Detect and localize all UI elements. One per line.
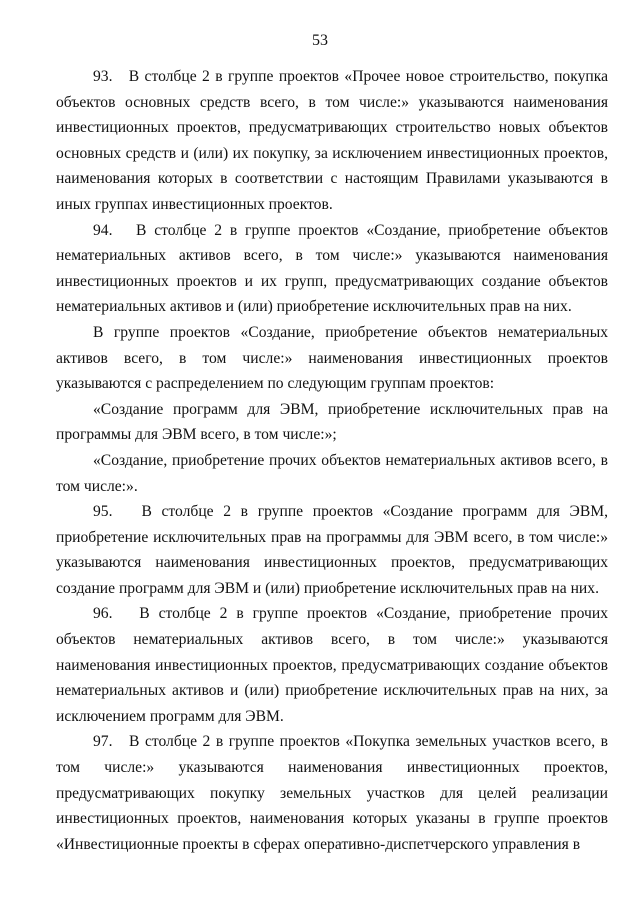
- paragraph-intangible-groups: В группе проектов «Создание, приобретение объектов нематериальных активов всего, в том числе:» наименования инвестиционных проектов указываются с распределением по следующим группам проектов:: [56, 323, 608, 393]
- paragraph-94: 94. В столбце 2 в группе проектов «Создание, приобретение объектов нематериальных активов всего, в том числе:» указываются наименования инвестиционных проектов и их групп, предусматривающих создание объектов нематериальных активов и (или) приобретение исключительных прав на них.: [56, 221, 608, 316]
- paragraph-95: 95. В столбце 2 в группе проектов «Создание программ для ЭВМ, приобретение исключительных прав на программы для ЭВМ всего, в том числе:» указываются наименования инвестиционных проектов, предусматривающих создание программ для ЭВМ и (или) приобретение исключительных прав на них.: [56, 503, 608, 597]
- paragraph-group-other-intangibles: «Создание, приобретение прочих объектов нематериальных активов всего, в том числе:».: [56, 451, 608, 495]
- paragraph-93: 93. В столбце 2 в группе проектов «Прочее новое строительство, покупка объектов основных средств всего, в том числе:» указываются наименования инвестиционных проектов, предусматривающих строительство новых объектов основных средств и (или) их покупку, за исключением инвестиционных проектов, наименования которых в соответствии с настоящим Правилами указываются в иных группах инвестиционных проектов.: [56, 68, 608, 213]
- paragraph-96: 96. В столбце 2 в группе проектов «Создание, приобретение прочих объектов нематериальных активов всего, в том числе:» указываются наименования инвестиционных проектов, предусматривающих создание объектов нематериальных активов и (или) приобретение исключительных прав на них, за исключением программ для ЭВМ.: [56, 605, 608, 725]
- document-body: [56, 64, 608, 857]
- paragraph-group-software: «Создание программ для ЭВМ, приобретение исключительных прав на программы для ЭВМ всего, в том числе:»;: [56, 400, 608, 444]
- page-number: 53: [312, 32, 328, 49]
- paragraph-97: 97. В столбце 2 в группе проектов «Покупка земельных участков всего, в том числе:» указываются наименования инвестиционных проектов, предусматривающих покупку земельных участков для целей реализации инвестиционных проектов, наименования которых указаны в группе проектов «Инвестиционные проекты в сферах оперативно-диспетчерского управления в: [56, 733, 608, 853]
